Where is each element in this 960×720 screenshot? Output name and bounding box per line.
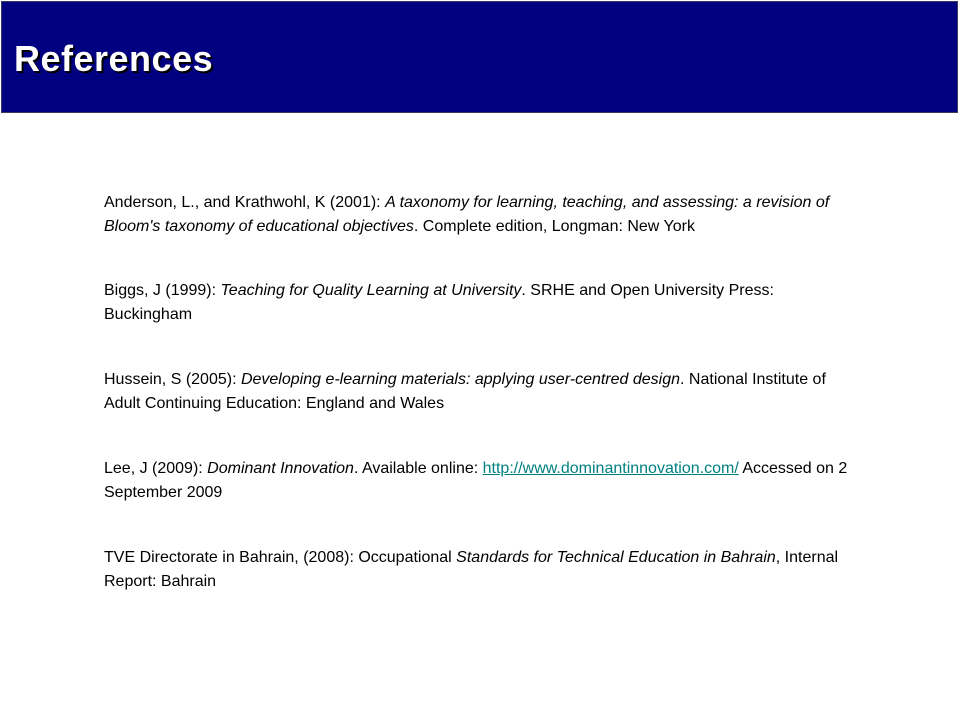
title-bar [1, 1, 958, 113]
reference-title: Teaching for Quality Learning at University [220, 282, 522, 299]
reference-link[interactable]: http://www.dominantinnovation.com/ [482, 460, 739, 477]
reference-anderson [104, 191, 864, 239]
reference-publisher: , Internal Report: Bahrain [104, 549, 839, 590]
reference-publisher: . National Institute of Adult Continuing Education: England and Wales [104, 371, 826, 412]
reference-hussein [104, 368, 864, 416]
reference-tve-directorate [104, 546, 864, 594]
reference-publisher: . SRHE and Open University Press: Buckingham [104, 282, 774, 323]
reference-availability: . Available online: [353, 460, 483, 477]
reference-authors: TVE Directorate in Bahrain, (2008): Occupational [104, 549, 457, 566]
reference-list [104, 191, 864, 594]
reference-accessed: Accessed on 2 September 2009 [104, 460, 848, 501]
reference-authors: Hussein, S (2005): [104, 371, 241, 388]
reference-lee [104, 457, 864, 505]
reference-authors: Anderson, L., and Krathwohl, K (2001): [104, 194, 386, 211]
reference-title: Standards for Technical Education in Bahrain [456, 549, 776, 566]
reference-biggs [104, 279, 864, 327]
reference-title: Developing e-learning materials: applying user-centred design [240, 371, 681, 388]
slide-title: References [14, 38, 214, 79]
reference-authors: Lee, J (2009): [104, 460, 208, 477]
reference-publisher: . Complete edition, Longman: New York [413, 218, 695, 235]
reference-title: A taxonomy for learning, teaching, and assessing: a revision of Bloom's taxonomy of educational objectives [104, 194, 830, 235]
reference-title: Dominant Innovation [207, 460, 354, 477]
reference-authors: Biggs, J (1999): [104, 282, 221, 299]
